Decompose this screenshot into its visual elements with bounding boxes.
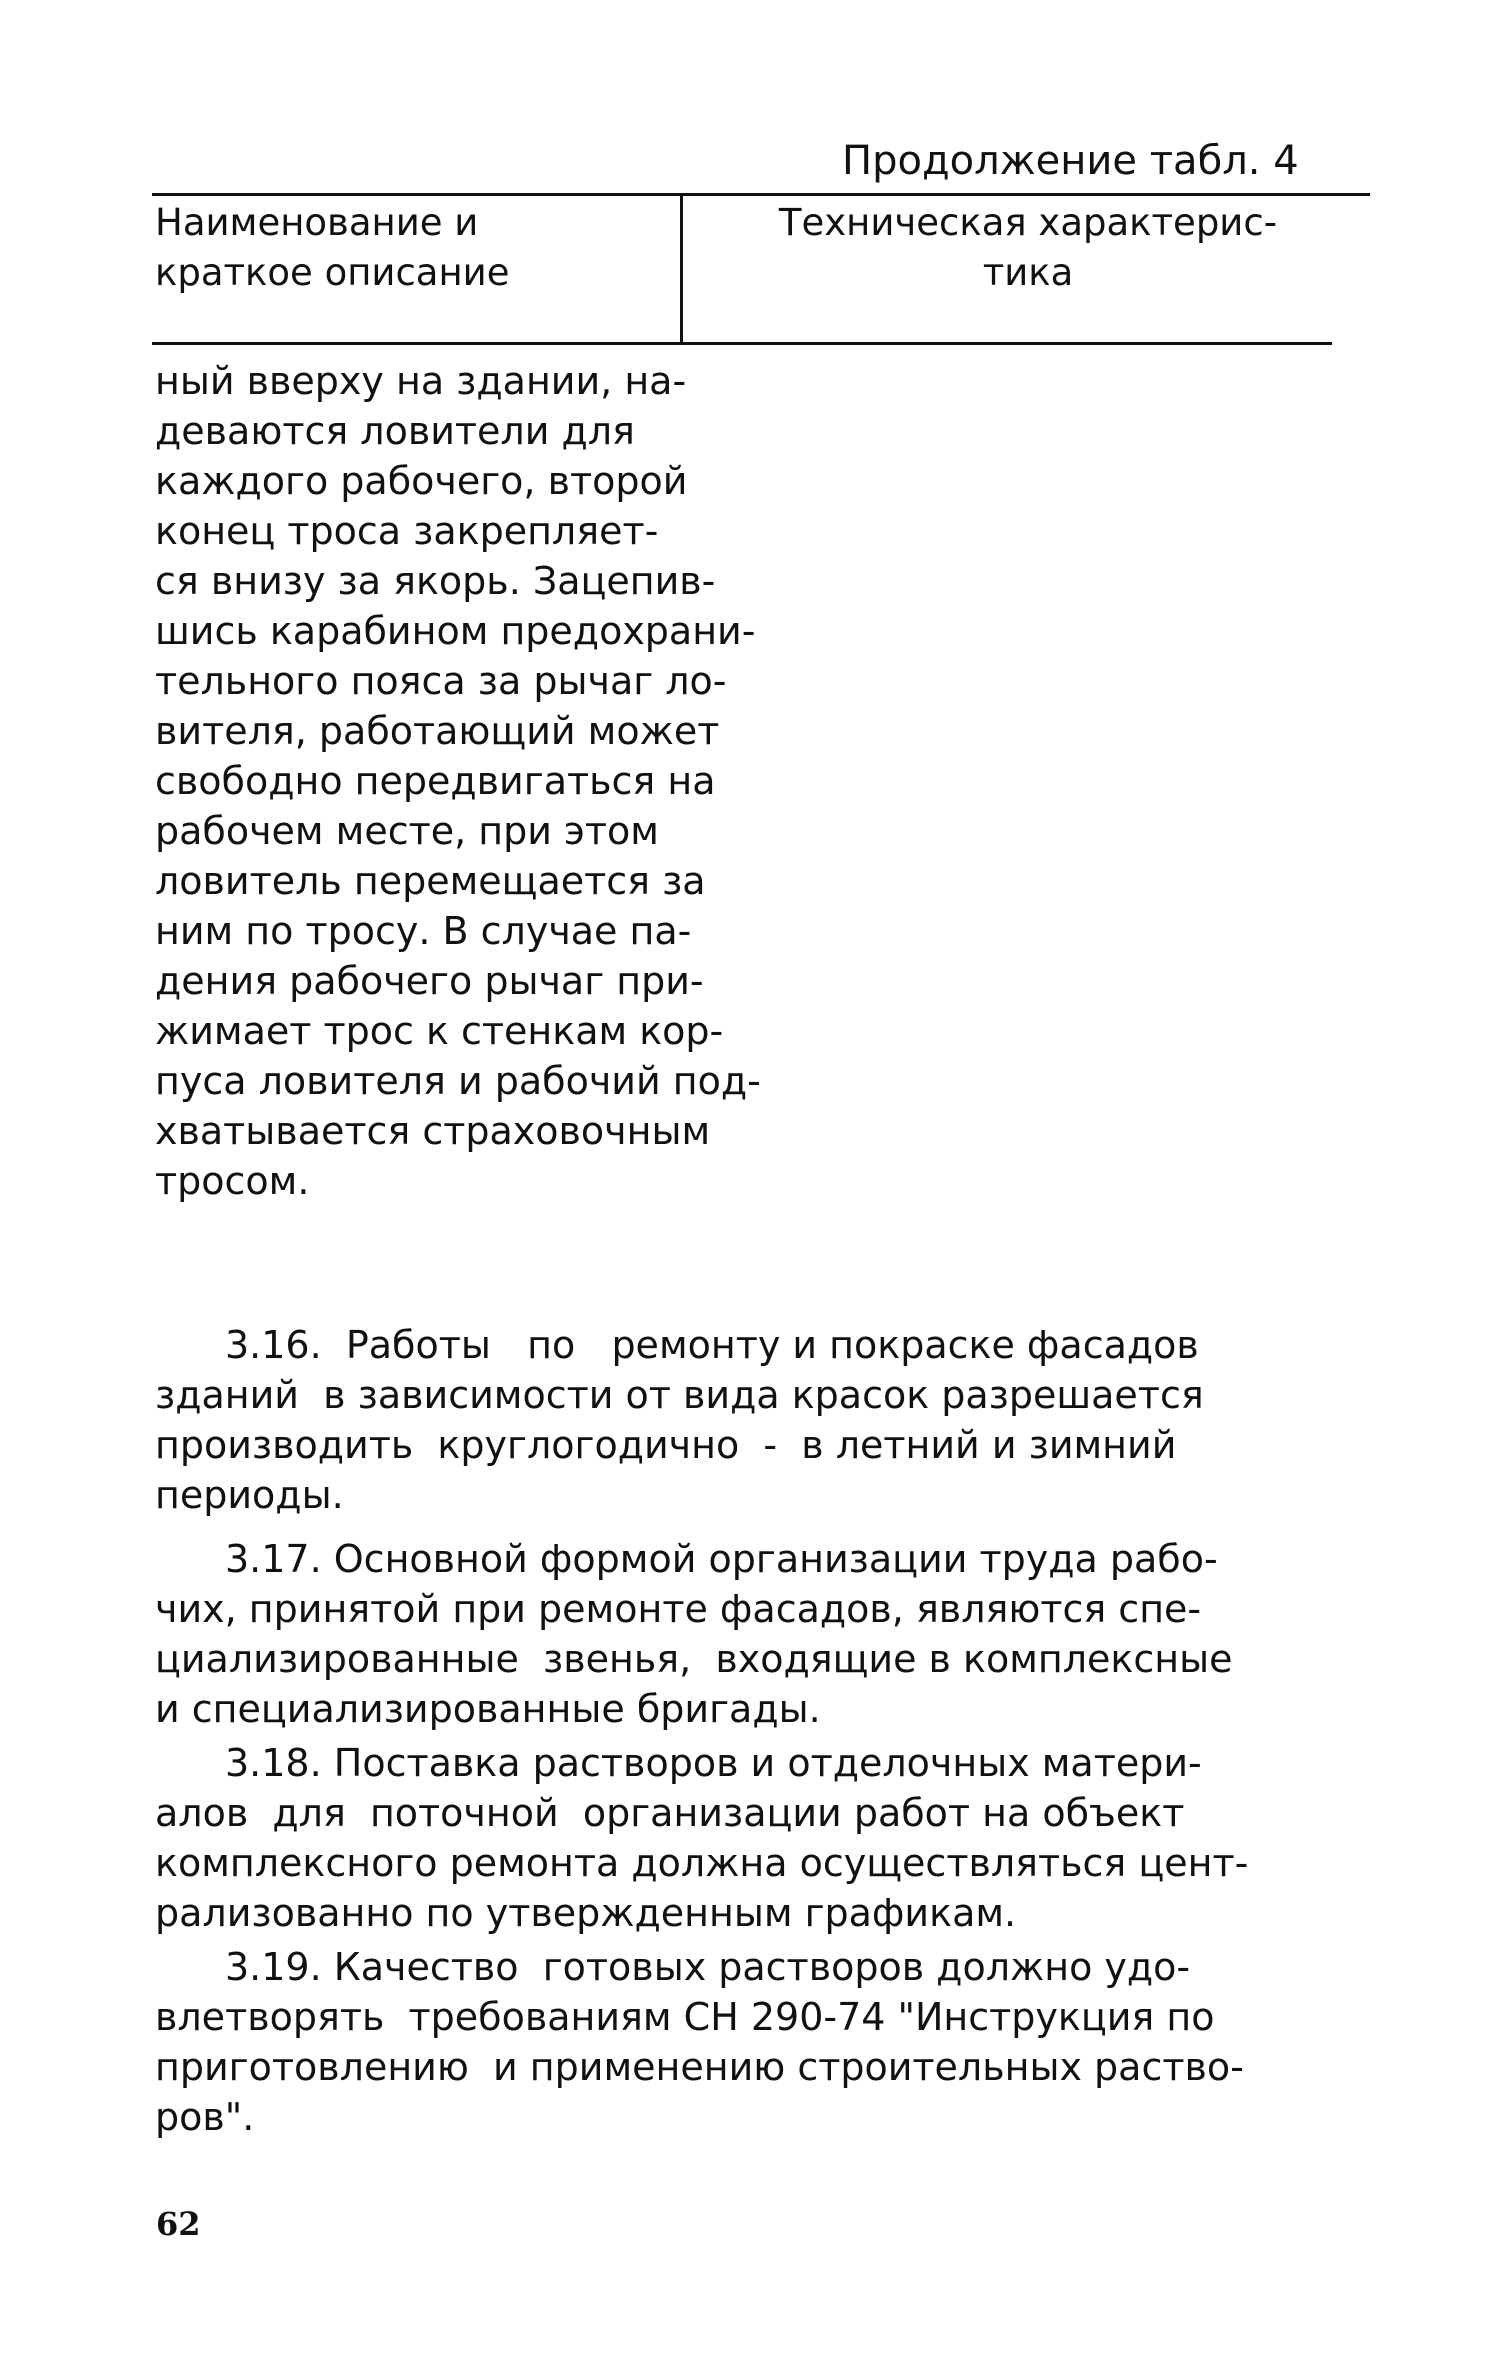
- paragraph-line: производить круглогодично - в летний и зимний: [155, 1423, 1177, 1467]
- paragraph-line: 3.17. Основной формой организации труда рабо-: [225, 1537, 1218, 1581]
- cell-line: тросом.: [155, 1159, 310, 1203]
- cell-line: дения рабочего рычаг при-: [155, 959, 704, 1003]
- header-col2-line2: тика: [982, 251, 1074, 294]
- cell-line: пуса ловителя и рабочий под-: [155, 1059, 761, 1103]
- cell-line: ним по тросу. В случае па-: [155, 909, 692, 953]
- cell-line: каждого рабочего, второй: [155, 459, 688, 503]
- paragraph-line: ров".: [155, 2095, 255, 2139]
- paragraph-line: алов для поточной организации работ на объект: [155, 1791, 1185, 1835]
- table-header-technical-characteristics: [688, 198, 1368, 298]
- paragraph-line: зданий в зависимости от вида красок разрешается: [155, 1373, 1204, 1417]
- paragraph-line: чих, принятой при ремонте фасадов, являются спе-: [155, 1587, 1202, 1631]
- paragraph-line: 3.19. Качество готовых растворов должно удо-: [225, 1945, 1191, 1989]
- cell-line: вителя, работающий может: [155, 709, 720, 753]
- paragraph-line: комплексного ремонта должна осуществляться цент-: [155, 1841, 1249, 1885]
- paragraph-line: и специализированные бригады.: [155, 1687, 821, 1731]
- header-col1-line1: Наименование и: [155, 201, 479, 244]
- paragraph-line: рализованно по утвержденным графикам.: [155, 1891, 1017, 1935]
- cell-line: рабочем месте, при этом: [155, 809, 659, 853]
- paragraph-line: периоды.: [155, 1473, 344, 1517]
- paragraph-line: 3.16. Работы по ремонту и покраске фасадов: [225, 1323, 1199, 1367]
- table-top-rule: [152, 193, 1370, 196]
- cell-line: хватывается страховочным: [155, 1109, 711, 1153]
- paragraph-line: влетворять требованиям СН 290-74 "Инструкция по: [155, 1995, 1215, 2039]
- cell-line: свободно передвигаться на: [155, 759, 716, 803]
- cell-line: ловитель перемещается за: [155, 859, 706, 903]
- table-column-divider: [680, 195, 683, 345]
- cell-line: конец троса закрепляет-: [155, 509, 659, 553]
- paragraph-line: 3.18. Поставка растворов и отделочных матери-: [225, 1741, 1202, 1785]
- header-col1-line2: краткое описание: [155, 251, 510, 294]
- page-number: 62: [156, 2205, 201, 2243]
- cell-line: ный вверху на здании, на-: [155, 359, 687, 403]
- cell-line: шись карабином предохрани-: [155, 609, 756, 653]
- cell-line: деваются ловители для: [155, 409, 635, 453]
- header-col2-line1: Техническая характерис-: [778, 201, 1278, 244]
- cell-line: тельного пояса за рычаг ло-: [155, 659, 727, 703]
- table-header-name-description: [155, 198, 675, 298]
- paragraph-line: циализированные звенья, входящие в комплексные: [155, 1637, 1233, 1681]
- cell-line: ся внизу за якорь. Зацепив-: [155, 559, 716, 603]
- paragraph-line: приготовлению и применению строительных раство-: [155, 2045, 1244, 2089]
- table-caption: Продолжение табл. 4: [842, 138, 1299, 184]
- cell-line: жимает трос к стенкам кор-: [155, 1009, 724, 1053]
- table-header-bottom-rule: [152, 342, 1332, 345]
